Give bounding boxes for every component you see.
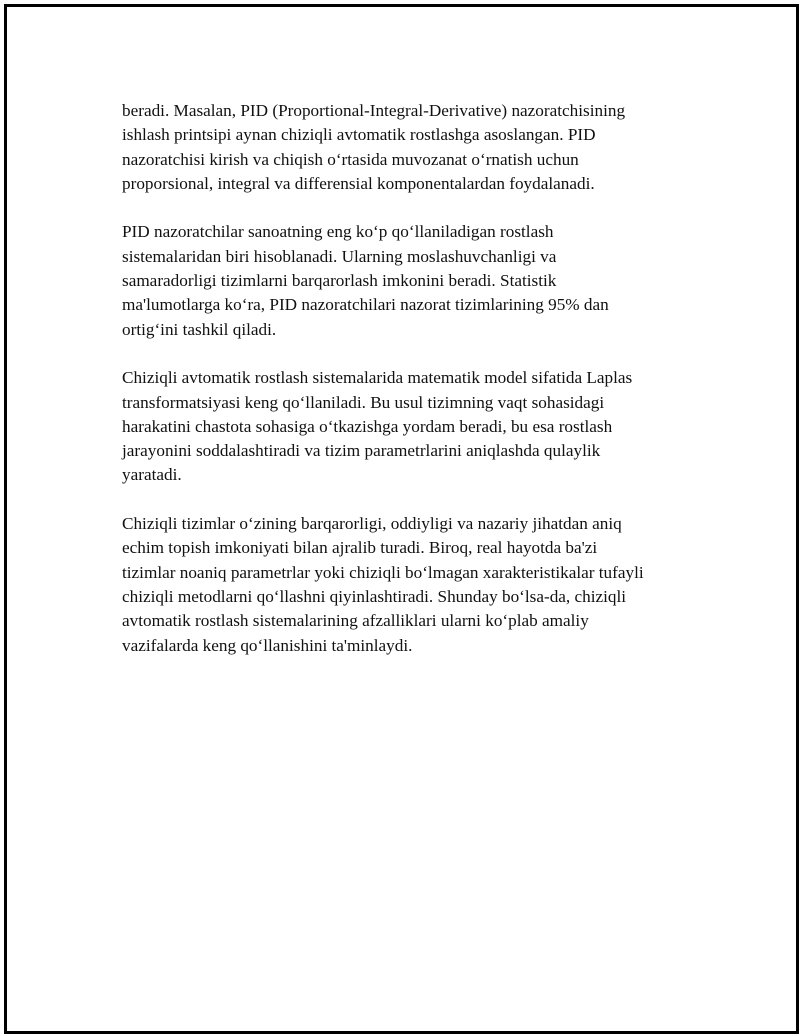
document-body — [122, 99, 692, 682]
document-page — [4, 4, 799, 1034]
paragraph-pid-industry: PID nazoratchilar sanoatning eng ko‘p qo‘llaniladigan rostlash sistemalaridan biri hisoblanadi. Ularning moslashuvchanligi va samaradorligi tizimlarni barqarorlash imkonini beradi. Statistik ma'lumotlarga ko‘ra, PID nazoratchilari nazorat tizimlarining 95% dan ortig‘ini tashkil qiladi. — [122, 222, 609, 339]
paragraph-laplas: Chiziqli avtomatik rostlash sistemalarida matematik model sifatida Laplas transformatsiyasi keng qo‘llaniladi. Bu usul tizimning vaqt sohasidagi harakatini chastota sohasiga o‘tkazishga yordam beradi, bu esa rostlash jarayonini soddalashtiradi va tizim parametrlarini aniqlashda qulaylik yaratadi. — [122, 368, 633, 485]
paragraph-pid-intro: beradi. Masalan, PID (Proportional-Integral-Derivative) nazoratchisining ishlash printsipi aynan chiziqli avtomatik rostlashga asoslangan. PID nazoratchisi kirish va chiqish o‘rtasida muvozanat o‘rnatish uchun proporsional, integral va differensial komponentalardan foydalanadi. — [122, 101, 626, 193]
paragraph-linear-systems: Chiziqli tizimlar o‘zining barqarorligi, oddiyligi va nazariy jihatdan aniq echim topish imkoniyati bilan ajralib turadi. Biroq, real hayotda ba'zi tizimlar noaniq parametrlar yoki chiziqli bo‘lmagan xarakteristikalar tufayli chiziqli metodlarni qo‘llashni qiyinlashtiradi. Shunday bo‘lsa-da, chiziqli avtomatik rostlash sistemalarining afzalliklari ularni ko‘plab amaliy vazifalarda keng qo‘llanishini ta'minlaydi. — [122, 514, 644, 655]
